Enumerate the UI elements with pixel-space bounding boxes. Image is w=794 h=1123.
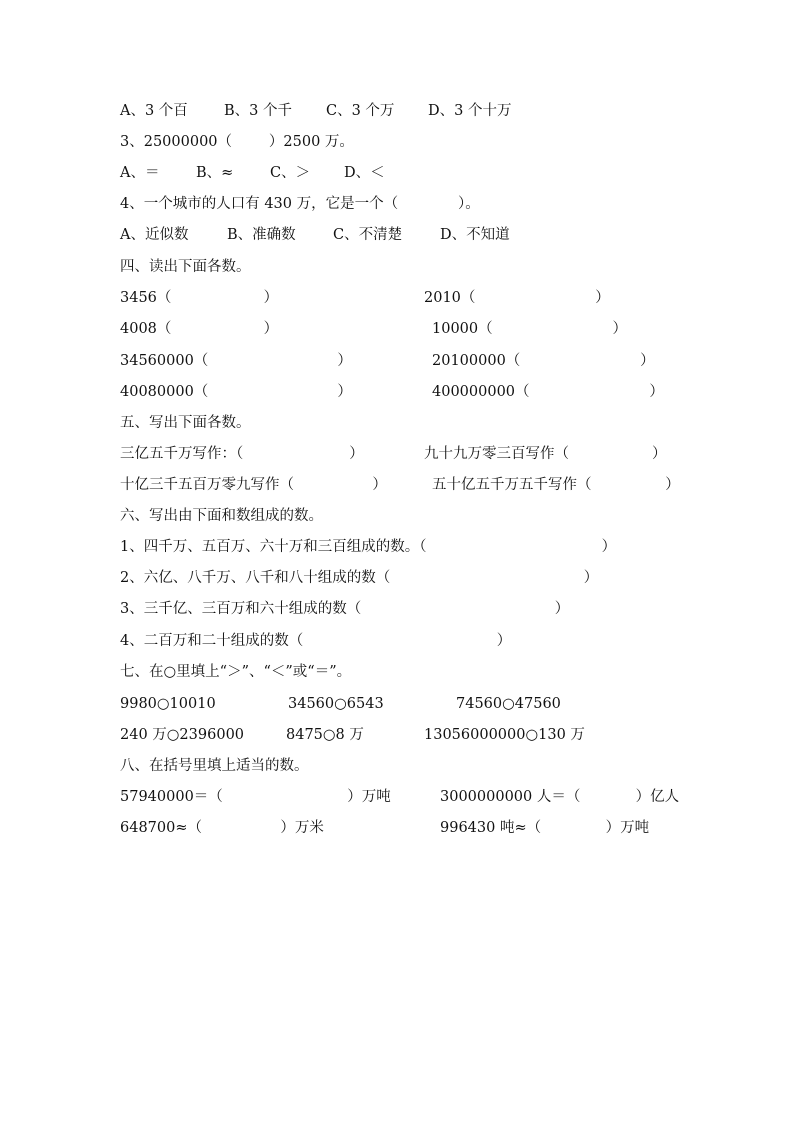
section7-item: 9980○10010 [120, 696, 216, 712]
section5-item: 五十亿五千万五千写作（ ） [432, 477, 680, 493]
section5-title: 五、写出下面各数。 [120, 415, 251, 431]
section4-item: 2010（ ） [424, 290, 610, 306]
section6-title: 六、写出由下面和数组成的数。 [120, 508, 323, 524]
q3-option-d: D、＜ [344, 165, 385, 181]
section8-title: 八、在括号里填上适当的数。 [120, 758, 309, 774]
section4-item: 40080000（ ） [120, 384, 352, 400]
q3-stem: 3、25000000（ ）2500 万。 [120, 134, 354, 150]
q2-option-d: D、3 个十万 [428, 103, 512, 119]
section4-item: 10000（ ） [432, 321, 627, 337]
q4-option-a: A、近似数 [120, 227, 189, 243]
q3-option-b: B、≈ [196, 165, 234, 181]
section4-item: 400000000（ ） [432, 384, 664, 400]
section7-item: 34560○6543 [288, 696, 384, 712]
section8-item: 648700≈（ ）万米 [120, 820, 324, 836]
q4-option-b: B、准确数 [227, 227, 296, 243]
section5-item: 十亿三千五百万零九写作（ ） [120, 477, 387, 493]
section8-item: 996430 吨≈（ ）万吨 [440, 820, 650, 836]
section7-item: 74560○47560 [456, 696, 561, 712]
q2-option-c: C、3 个万 [326, 103, 395, 119]
q4-stem: 4、一个城市的人口有 430 万，它是一个（ ）。 [120, 196, 480, 212]
section6-item: 2、六亿、八千万、八千和八十组成的数（ ） [120, 570, 599, 586]
section7-item: 13056000000○130 万 [424, 727, 585, 743]
section4-title: 四、读出下面各数。 [120, 259, 251, 275]
section6-item: 4、二百万和二十组成的数（ ） [120, 633, 512, 649]
section4-item: 34560000（ ） [120, 353, 352, 369]
section7-title: 七、在○里填上“＞”、“＜”或“＝”。 [120, 664, 352, 680]
section8-item: 57940000＝（ ）万吨 [120, 789, 391, 805]
section6-item: 1、四千万、五百万、六十万和三百组成的数。（ ） [120, 539, 617, 555]
section5-item: 三亿五千万写作：（ ） [120, 446, 364, 462]
section7-item: 240 万○2396000 [120, 727, 245, 743]
section8-item: 3000000000 人＝（ ）亿人 [440, 789, 680, 805]
section4-item: 3456（ ） [120, 290, 279, 306]
q2-option-b: B、3 个千 [224, 103, 292, 119]
section6-item: 3、三千亿、三百万和六十组成的数（ ） [120, 601, 570, 617]
q3-option-a: A、＝ [120, 165, 160, 181]
q2-option-a: A、3 个百 [120, 103, 188, 119]
q4-option-d: D、不知道 [440, 227, 510, 243]
q3-option-c: C、＞ [270, 165, 311, 181]
section4-item: 4008（ ） [120, 321, 279, 337]
section7-item: 8475○8 万 [286, 727, 364, 743]
section5-item: 九十九万零三百写作（ ） [424, 446, 667, 462]
section4-item: 20100000（ ） [432, 353, 655, 369]
q4-option-c: C、不清楚 [333, 227, 403, 243]
